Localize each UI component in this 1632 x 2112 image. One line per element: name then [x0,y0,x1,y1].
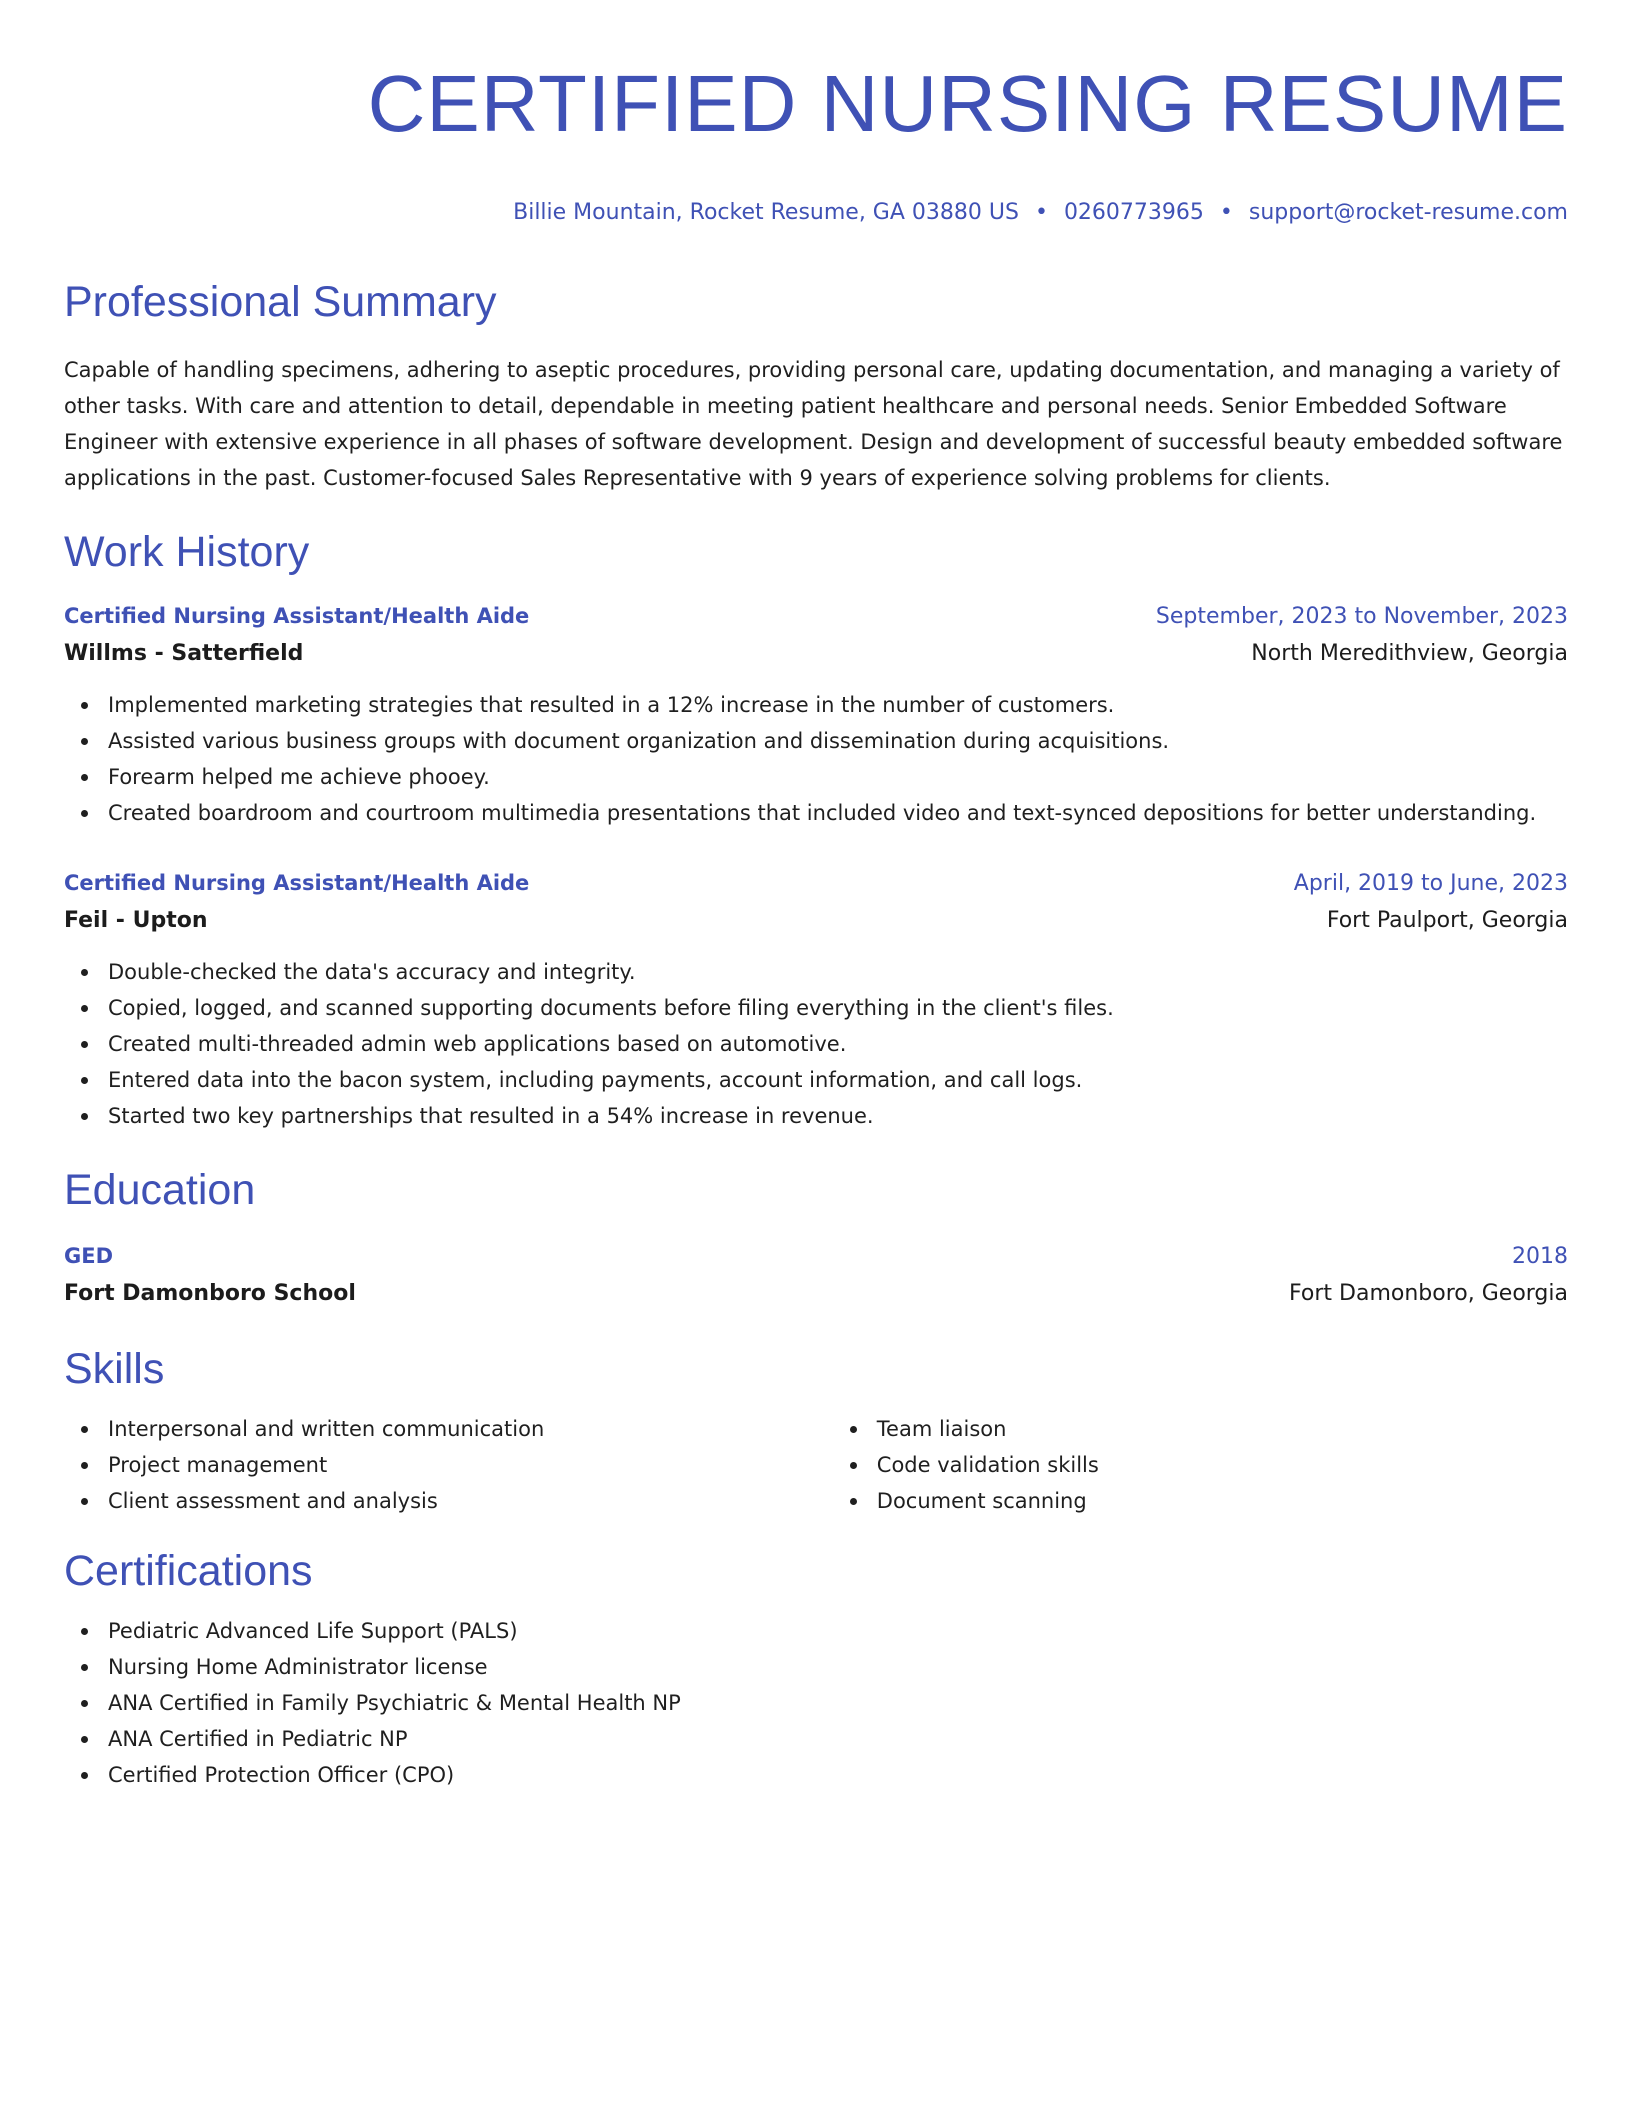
skill-item: Team liaison [877,1411,1568,1447]
job-bullets [64,954,1568,1134]
separator-dot: • [1034,200,1048,225]
list-item: Forearm helped me achieve phooey. [108,759,1568,795]
job-location: North Meredithview, Georgia [1251,641,1568,666]
degree-name: GED [64,1244,114,1268]
list-item: Copied, logged, and scanned supporting documents before filing everything in the client's files. [108,990,1568,1026]
job-header-row [64,865,1568,902]
skill-item: Code validation skills [877,1447,1568,1483]
job-location: Fort Paulport, Georgia [1326,908,1568,933]
company-name: Feil - Upton [64,908,208,933]
list-item: Created multi-threaded admin web applications based on automotive. [108,1026,1568,1062]
certification-item: Certified Protection Officer (CPO) [108,1757,1568,1793]
job-title: Certified Nursing Assistant/Health Aide [64,604,530,628]
education-header-row [64,1238,1568,1275]
job-company-row [64,902,1568,940]
list-item: Created boardroom and courtroom multimedia presentations that included video and text-synced depositions for better understanding. [108,795,1568,831]
education-year: 2018 [1512,1244,1568,1269]
list-item: Started two key partnerships that resulted in a 54% increase in revenue. [108,1098,1568,1134]
contact-address: Billie Mountain, Rocket Resume, GA 03880 US [513,200,1019,225]
skill-item: Document scanning [877,1483,1568,1519]
job-entry [64,598,1568,831]
education-school-row [64,1275,1568,1313]
certifications-list [64,1613,1568,1793]
job-dates: April, 2019 to June, 2023 [1293,871,1568,896]
separator-dot: • [1219,200,1233,225]
list-item: Entered data into the bacon system, including payments, account information, and call logs. [108,1062,1568,1098]
summary-text: Capable of handling specimens, adhering to aseptic procedures, providing personal care, updating documentation, and managing a variety of other tasks. With care and attention to detail, dependable in meeting patient healthcare and personal needs. Senior Embedded Software Engineer with extensive experience in all phases of software development. Design and development of successful beauty embedded software applications in the past. Customer-focused Sales Representative with 9 years of experience solving problems for clients. [64,358,1563,490]
list-item: Implemented marketing strategies that resulted in a 12% increase in the number of customers. [108,687,1568,723]
skill-item: Project management [108,1447,833,1483]
skills-list-right [833,1411,1568,1519]
section-heading-skills: Skills [64,1345,165,1393]
document-title: CERTIFIED NURSING RESUME [367,59,1568,148]
job-header-row [64,598,1568,635]
contact-line [64,198,1568,228]
skill-item: Client assessment and analysis [108,1483,833,1519]
skills-columns [64,1397,1568,1519]
section-heading-certifications: Certifications [64,1547,313,1595]
job-dates: September, 2023 to November, 2023 [1155,604,1568,629]
job-bullets [64,687,1568,831]
skills-list-left [64,1411,833,1519]
certification-item: Nursing Home Administrator license [108,1649,1568,1685]
school-name: Fort Damonboro School [64,1281,356,1306]
section-heading-summary: Professional Summary [64,278,497,326]
company-name: Willms - Satterfield [64,641,304,666]
certification-item: Pediatric Advanced Life Support (PALS) [108,1613,1568,1649]
job-entry [64,865,1568,1134]
contact-email: support@rocket-resume.com [1248,200,1568,225]
certification-item: ANA Certified in Pediatric NP [108,1721,1568,1757]
resume-header [64,0,1568,228]
list-item: Double-checked the data's accuracy and integrity. [108,954,1568,990]
job-company-row [64,635,1568,673]
job-title: Certified Nursing Assistant/Health Aide [64,871,530,895]
contact-phone: 0260773965 [1063,200,1204,225]
skill-item: Interpersonal and written communication [108,1411,833,1447]
list-item: Assisted various business groups with document organization and dissemination during acquisitions. [108,723,1568,759]
section-heading-work-history: Work History [64,528,310,576]
certification-item: ANA Certified in Family Psychiatric & Mental Health NP [108,1685,1568,1721]
section-heading-education: Education [64,1166,256,1214]
education-entry [64,1238,1568,1313]
school-location: Fort Damonboro, Georgia [1289,1281,1568,1306]
